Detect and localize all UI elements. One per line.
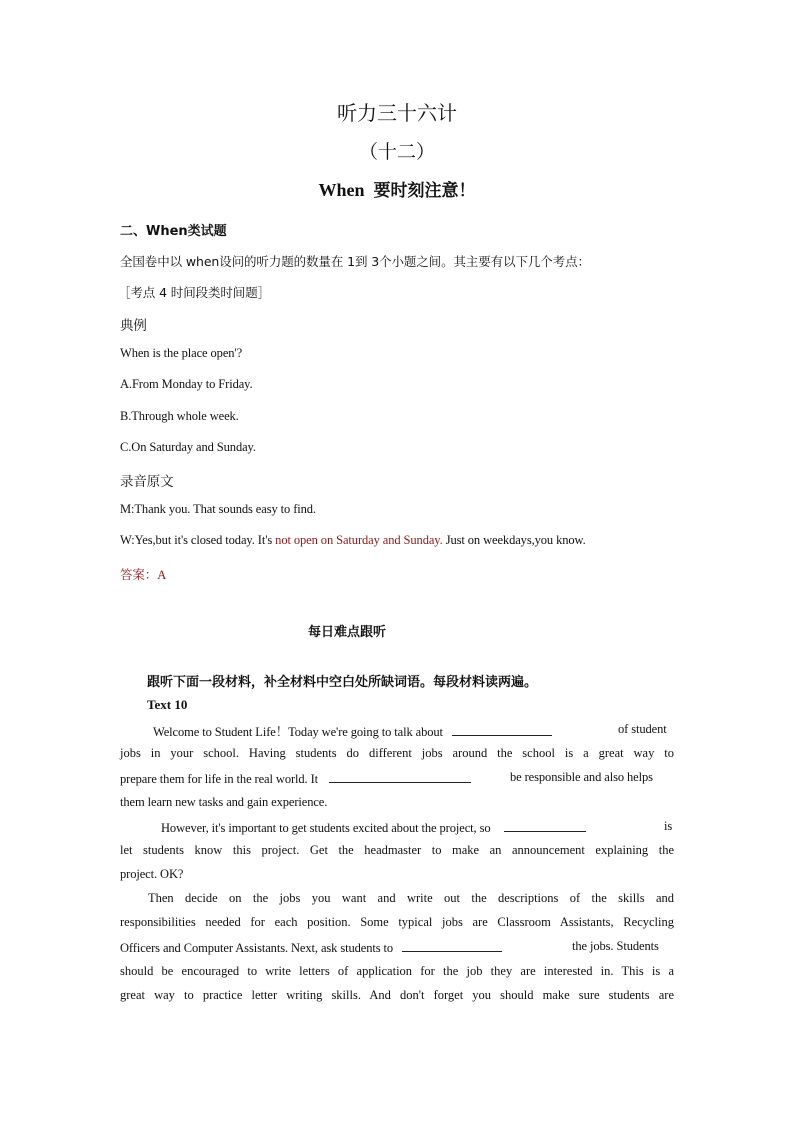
transcript-man: M:Thank you. That sounds easy to find. [120,502,316,516]
heading-en: When [318,180,365,200]
passage-line-6: let students know this project. Get the headmaster to make an announcement explaining the [120,843,674,857]
transcript-woman-highlight: not open on Saturday and Sunday. [275,533,443,547]
document-heading [0,176,794,201]
passage-line-5-end: is [664,819,673,833]
document-title: 听力三十六计 [337,101,457,125]
passage-line-2: jobs in your school. Having students do different jobs around the school is a great way to [120,746,674,760]
example-label: 典例 [120,318,147,334]
text-label: Text 10 [147,697,188,712]
daily-title: 每日难点跟听 [308,625,387,640]
option-b: B.Through whole week. [120,409,239,423]
passage-text: prepare them for life in the real world. It [120,772,319,786]
passage-text: However, it's important to get students excited about the project, so [161,821,491,835]
passage-line-3-end: be responsible and also helps [510,770,653,784]
passage-line-1-end: of student [618,722,667,736]
answer-blank-1[interactable] [452,723,552,736]
answer-value: A [157,568,167,582]
answer-label: 答案： [120,567,158,582]
section-intro: 全国卷中以 when设问的听力题的数量在 1到 3个小题之间。其主要有以下几个考点： [120,254,590,269]
passage-line-10 [120,939,502,956]
passage-line-3 [120,770,471,787]
option-a: A.From Monday to Friday. [120,377,253,391]
document-subtitle: （十二） [358,141,435,163]
transcript-woman-after: Just on weekdays,you know. [445,533,586,547]
passage-line-12: great way to practice letter writing skills. And don't forget you should make sure students are [120,988,674,1002]
passage-line-9: responsibilities needed for each position. Some typical jobs are Classroom Assistants, Recycling [120,915,674,929]
passage-line-4: them learn new tasks and gain experience. [120,795,328,809]
exam-point: ［考点 4 时间段类时间题］ [118,285,271,300]
passage-line-5 [161,819,586,836]
passage-line-7: project. OK? [120,867,184,881]
daily-instruction: 跟听下面一段材料，补全材料中空白处所缺词语。每段材料读两遍。 [147,675,538,690]
transcript-woman-before: W:Yes,but it's closed today. It's [120,533,273,547]
answer-blank-4[interactable] [402,939,502,952]
passage-line-8: Then decide on the jobs you want and write out the descriptions of the skills and [148,891,674,905]
transcript-woman [120,533,586,548]
heading-cn: 要时刻注意！ [373,181,476,201]
question-text: When is the place open'? [120,346,243,360]
passage-line-11: should be encouraged to write letters of application for the job they are interested in. This is a [120,964,674,978]
answer-blank-2[interactable] [329,770,471,783]
transcript-label: 录音原文 [120,474,174,490]
answer-blank-3[interactable] [504,819,586,832]
passage-text: Welcome to Student Life！Today we're going to talk about [153,725,443,739]
passage-line-10-end: the jobs. Students [572,939,659,953]
passage-text: Officers and Computer Assistants. Next, ask students to [120,941,394,955]
section-title: 二、When类试题 [120,224,227,239]
passage-line-1 [153,722,552,740]
option-c: C.On Saturday and Sunday. [120,440,256,454]
answer-line [120,565,166,583]
